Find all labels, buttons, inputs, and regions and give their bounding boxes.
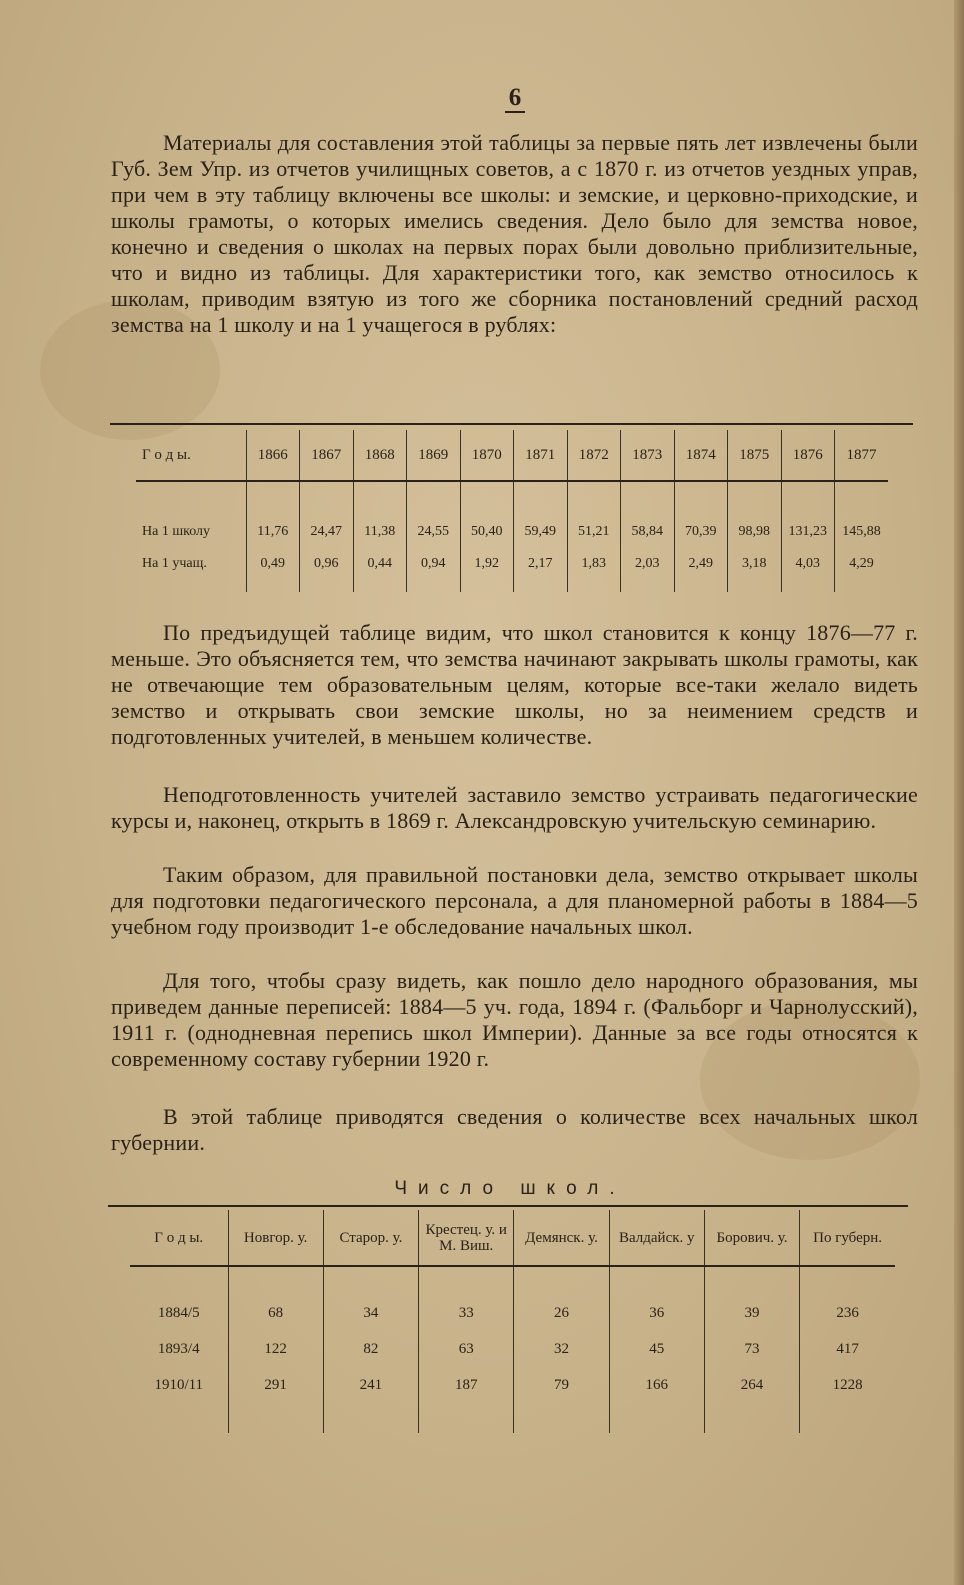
table-cell: 2,49 xyxy=(674,548,728,580)
year-header: 1868 xyxy=(353,430,407,481)
column-header: Борович. у. xyxy=(704,1210,799,1266)
year-header: 1875 xyxy=(728,430,782,481)
table-cell: 98,98 xyxy=(728,516,782,548)
spacer-cell xyxy=(835,580,889,592)
spacer-cell xyxy=(460,580,514,592)
table-cell: 1228 xyxy=(800,1367,895,1403)
table-cell: 4,03 xyxy=(781,548,835,580)
table-cell: 131,23 xyxy=(781,516,835,548)
table-cell: 187 xyxy=(419,1367,514,1403)
spacer-cell xyxy=(228,1403,323,1433)
table-cell: 24,47 xyxy=(300,516,354,548)
column-header: Крестец. у. и М. Виш. xyxy=(419,1210,514,1266)
spacer-cell xyxy=(621,481,675,516)
spacer-cell xyxy=(130,1266,228,1295)
table-cell: 2,17 xyxy=(514,548,568,580)
table-cell: 45 xyxy=(609,1331,704,1367)
table-cell: 58,84 xyxy=(621,516,675,548)
spacer-cell xyxy=(460,481,514,516)
column-header: Старор. у. xyxy=(323,1210,418,1266)
spacer-cell xyxy=(704,1266,799,1295)
table-cell: 70,39 xyxy=(674,516,728,548)
table-cell: 82 xyxy=(323,1331,418,1367)
table-cell: 417 xyxy=(800,1331,895,1367)
table-cell: 11,76 xyxy=(246,516,300,548)
year-header: 1866 xyxy=(246,430,300,481)
table-cell: 0,96 xyxy=(300,548,354,580)
spacer-row xyxy=(136,481,888,516)
year-header: 1871 xyxy=(514,430,568,481)
table-cell: 2,03 xyxy=(621,548,675,580)
table-cell: 4,29 xyxy=(835,548,889,580)
spacer-cell xyxy=(781,481,835,516)
row-label: На 1 школу xyxy=(142,524,210,539)
body-paragraph: В этой таблице приводятся сведения о количестве всех начальных школ губернии. xyxy=(111,1104,918,1155)
spacer-cell xyxy=(323,1266,418,1295)
spacer-cell xyxy=(300,481,354,516)
table-cell: 39 xyxy=(704,1295,799,1331)
year-header: 1869 xyxy=(407,430,461,481)
spacer-cell xyxy=(514,481,568,516)
spacer-cell xyxy=(353,580,407,592)
table-cell: 50,40 xyxy=(460,516,514,548)
header-label: Г о д ы. xyxy=(136,430,246,481)
table-cell: 1,83 xyxy=(567,548,621,580)
spacer-cell xyxy=(567,481,621,516)
table-row xyxy=(130,1295,895,1331)
spacer-row xyxy=(130,1403,895,1433)
spacer-cell xyxy=(567,580,621,592)
body-paragraph: Таким образом, для правильной постановки дела, земство открывает школы для подготовки педагогического персонала, а для планомерной работы в 1884—5 учебном году производит 1-е обследование начальных школ. xyxy=(111,862,918,939)
table-header-row xyxy=(130,1210,895,1266)
table-row xyxy=(130,1367,895,1403)
page-edge-shadow xyxy=(954,0,964,1585)
table-cell: 24,55 xyxy=(407,516,461,548)
table-cell: 291 xyxy=(228,1367,323,1403)
table-cell: 0,94 xyxy=(407,548,461,580)
spacer-cell xyxy=(300,580,354,592)
table-cell: 33 xyxy=(419,1295,514,1331)
spacer-cell xyxy=(323,1403,418,1433)
table-caption: Число школ. xyxy=(394,1178,626,1199)
body-paragraph: Неподготовленность учителей заставило земство устраивать педагогические курсы и, наконец, открыть в 1869 г. Александровскую учительскую семинарию. xyxy=(111,782,918,833)
table-cell: 122 xyxy=(228,1331,323,1367)
spacer-cell xyxy=(136,580,246,592)
row-year: 1910/11 xyxy=(154,1376,204,1393)
spacer-cell xyxy=(609,1266,704,1295)
spacer-cell xyxy=(674,580,728,592)
table-top-rule xyxy=(110,423,913,425)
spacer-cell xyxy=(130,1403,228,1433)
body-paragraph: По предъидущей таблице видим, что школ становится к концу 1876—77 г. меньше. Это объясняется тем, что земства начинают закрывать школы грамоты, как не отвечающие тем образовательным целям, которые все-таки желало видеть земство и открывать свои земские школы, но за неимением средств и подготовленных учителей, в меньшем количестве. xyxy=(111,620,918,749)
row-year: 1893/4 xyxy=(157,1340,200,1357)
spacer-cell xyxy=(674,481,728,516)
table-cell: 63 xyxy=(419,1331,514,1367)
spacer-cell xyxy=(136,481,246,516)
row-year: 1884/5 xyxy=(157,1304,200,1321)
spacer-cell xyxy=(419,1403,514,1433)
year-header: 1876 xyxy=(781,430,835,481)
spacer-cell xyxy=(514,580,568,592)
schools-table xyxy=(130,1210,895,1433)
table-cell: 3,18 xyxy=(728,548,782,580)
table-cell: 68 xyxy=(228,1295,323,1331)
intro-paragraph: Материалы для составления этой таблицы за первые пять лет извлечены были Губ. Зем Упр. из отчетов училищных советов, а с 1870 г. из отчетов уездных управ, при чем в эту таблицу включены все школы: и земские, и церковно-приходские, и школы грамоты, о которых имелись сведения. Дело было для земства новое, конечно и сведения о школах на первых порах были довольно приблизительные, что и видно из таблицы. Для характеристики того, как земство относилось к школам, приводим взятую из того же сборника постановлений средний расход земства на 1 школу и на 1 учащегося в рублях: xyxy=(111,130,918,337)
table-cell: 241 xyxy=(323,1367,418,1403)
column-header: Валдайск. у xyxy=(609,1210,704,1266)
table-cell: 1,92 xyxy=(460,548,514,580)
table-cell: 11,38 xyxy=(353,516,407,548)
table-cell: 0,49 xyxy=(246,548,300,580)
table-cell: 73 xyxy=(704,1331,799,1367)
year-header: 1872 xyxy=(567,430,621,481)
table-cell: 51,21 xyxy=(567,516,621,548)
table-cell: 36 xyxy=(609,1295,704,1331)
column-header: По губерн. xyxy=(800,1210,895,1266)
spacer-cell xyxy=(407,580,461,592)
spacer-cell xyxy=(353,481,407,516)
column-header: Демянск. у. xyxy=(514,1210,609,1266)
table-cell: 236 xyxy=(800,1295,895,1331)
table-cell: 34 xyxy=(323,1295,418,1331)
spacer-cell xyxy=(609,1403,704,1433)
year-header: 1867 xyxy=(300,430,354,481)
row-label: На 1 учащ. xyxy=(142,556,207,571)
table-cell: 0,44 xyxy=(353,548,407,580)
spacer-cell xyxy=(419,1266,514,1295)
table-cell: 59,49 xyxy=(514,516,568,548)
column-header: Новгор. у. xyxy=(228,1210,323,1266)
spacer-row xyxy=(136,580,888,592)
spacer-cell xyxy=(728,481,782,516)
table-cell: 32 xyxy=(514,1331,609,1367)
spacer-cell xyxy=(514,1266,609,1295)
expense-table xyxy=(136,430,888,592)
table-top-rule xyxy=(108,1205,908,1207)
year-header: 1873 xyxy=(621,430,675,481)
spacer-cell xyxy=(800,1266,895,1295)
year-header: 1870 xyxy=(460,430,514,481)
table-cell: 166 xyxy=(609,1367,704,1403)
table-cell: 145,88 xyxy=(835,516,889,548)
spacer-cell xyxy=(621,580,675,592)
spacer-cell xyxy=(704,1403,799,1433)
table-cell: 79 xyxy=(514,1367,609,1403)
spacer-row xyxy=(130,1266,895,1295)
spacer-cell xyxy=(407,481,461,516)
spacer-cell xyxy=(835,481,889,516)
spacer-cell xyxy=(228,1266,323,1295)
year-header: 1877 xyxy=(835,430,889,481)
body-paragraph: Для того, чтобы сразу видеть, как пошло дело народного образования, мы приведем данные переписей: 1884—5 уч. года, 1894 г. (Фальборг и Чарнолусский), 1911 г. (однодневная перепись школ Империи). Данные за все годы относятся к современному составу губернии 1920 г. xyxy=(111,968,918,1071)
column-header: Г о д ы. xyxy=(130,1210,228,1266)
year-header: 1874 xyxy=(674,430,728,481)
page-number: 6 xyxy=(0,84,964,112)
table-row xyxy=(130,1331,895,1367)
spacer-cell xyxy=(800,1403,895,1433)
spacer-cell xyxy=(514,1403,609,1433)
spacer-cell xyxy=(781,580,835,592)
table-cell: 26 xyxy=(514,1295,609,1331)
table-row xyxy=(136,548,888,580)
spacer-cell xyxy=(246,481,300,516)
spacer-cell xyxy=(246,580,300,592)
spacer-cell xyxy=(728,580,782,592)
table-row xyxy=(136,516,888,548)
table-cell: 264 xyxy=(704,1367,799,1403)
table-header-row xyxy=(136,430,888,481)
